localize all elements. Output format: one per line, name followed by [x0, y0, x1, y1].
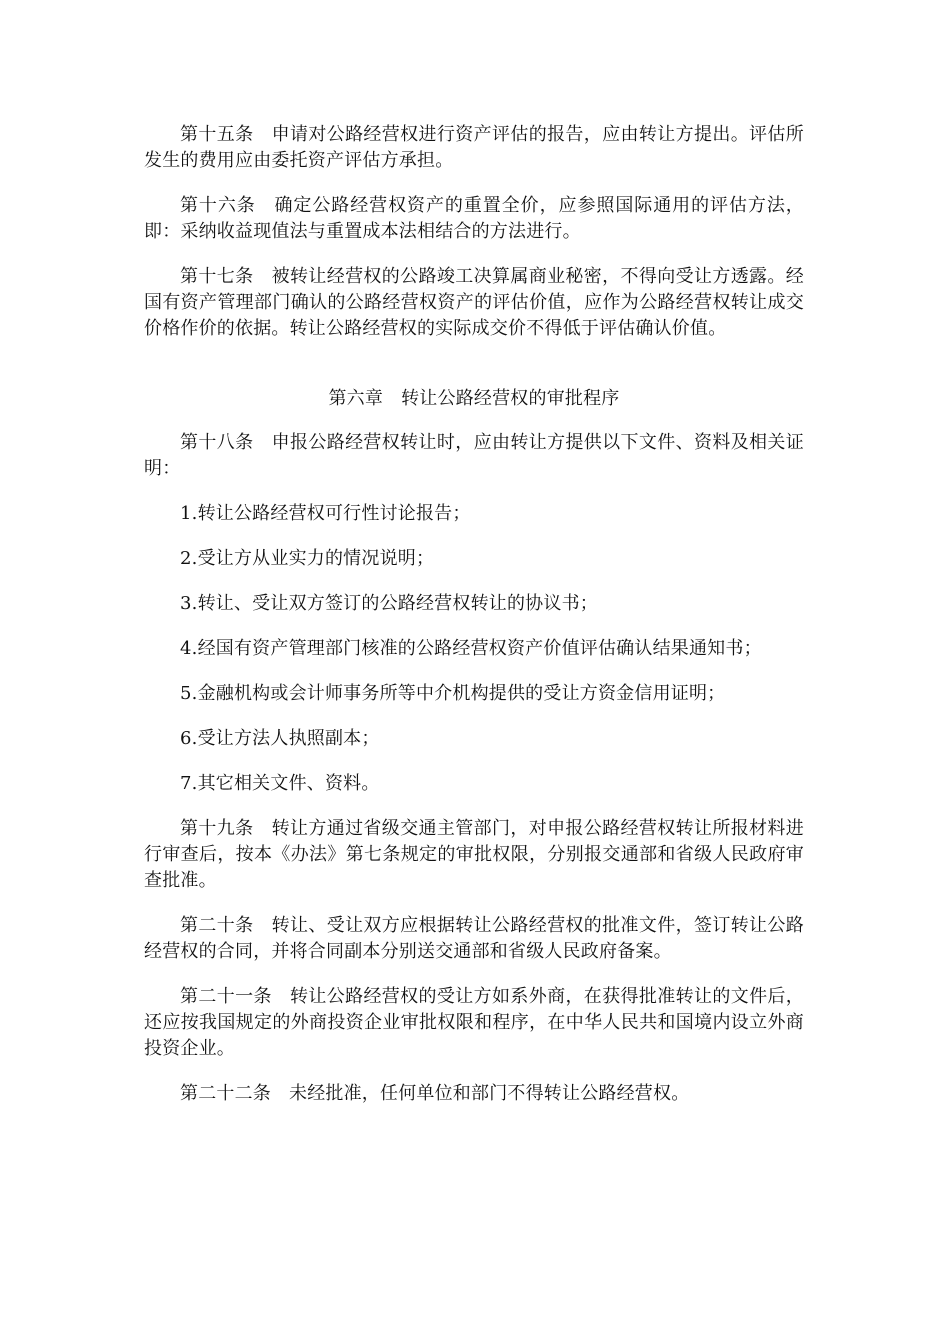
chapter-title: 转让公路经营权的审批程序	[401, 388, 620, 409]
document-body	[144, 122, 804, 1126]
article-label: 第十七条	[180, 266, 254, 287]
article-label: 第二十二条	[180, 1083, 271, 1104]
article-label: 第二十一条	[180, 986, 272, 1007]
list-item: 1.转让公路经营权可行性讨论报告；	[180, 503, 471, 524]
article-text: 确定公路经营权资产的重置全价，应参照国际通用的评估方法，即：采纳收益现值法与重置成本法相结合的方法进行。	[144, 195, 804, 242]
list-item: 2.受让方从业实力的情况说明；	[180, 548, 435, 569]
article-text: 申报公路经营权转让时，应由转让方提供以下文件、资料及相关证明：	[144, 432, 804, 479]
list-item: 5.金融机构或会计师事务所等中介机构提供的受让方资金信用证明；	[180, 683, 726, 704]
article-15	[144, 122, 804, 174]
article-label: 第十九条	[180, 818, 254, 839]
article-text: 转让公路经营权的受让方如系外商，在获得批准转让的文件后，还应按我国规定的外商投资企业审批权限和程序，在中华人民共和国境内设立外商投资企业。	[144, 986, 804, 1059]
article-20	[144, 913, 804, 965]
chapter-number: 第六章	[328, 388, 384, 409]
article-label: 第十六条	[180, 195, 256, 216]
article-text: 转让方通过省级交通主管部门，对申报公路经营权转让所报材料进行审查后，按本《办法》第七条规定的审批权限，分别报交通部和省级人民政府审查批准。	[144, 818, 804, 891]
list-item: 7.其它相关文件、资料。	[180, 773, 380, 794]
article-22	[144, 1081, 804, 1107]
article-label: 第二十条	[180, 915, 254, 936]
article-16	[144, 193, 804, 245]
list-item: 3.转让、受让双方签订的公路经营权转让的协议书；	[180, 593, 598, 614]
list-item: 4.经国有资产管理部门核准的公路经营权资产价值评估确认结果通知书；	[180, 638, 762, 659]
article-text: 被转让经营权的公路竣工决算属商业秘密，不得向受让方透露。经国有资产管理部门确认的公路经营权资产的评估价值，应作为公路经营权转让成交价格作价的依据。转让公路经营权的实际成交价不得低于评估确认价值。	[144, 266, 804, 339]
article-17	[144, 264, 804, 342]
article-18	[144, 430, 804, 482]
article-19	[144, 816, 804, 894]
article-text: 未经批准，任何单位和部门不得转让公路经营权。	[289, 1083, 690, 1104]
list-item: 6.受让方法人执照副本；	[180, 728, 380, 749]
chapter-heading	[144, 386, 804, 412]
article-text: 转让、受让双方应根据转让公路经营权的批准文件，签订转让公路经营权的合同，并将合同副本分别送交通部和省级人民政府备案。	[144, 915, 804, 962]
article-21	[144, 984, 804, 1062]
article-label: 第十八条	[180, 432, 254, 453]
article-text: 申请对公路经营权进行资产评估的报告，应由转让方提出。评估所发生的费用应由委托资产评估方承担。	[144, 124, 804, 171]
article-label: 第十五条	[180, 124, 254, 145]
